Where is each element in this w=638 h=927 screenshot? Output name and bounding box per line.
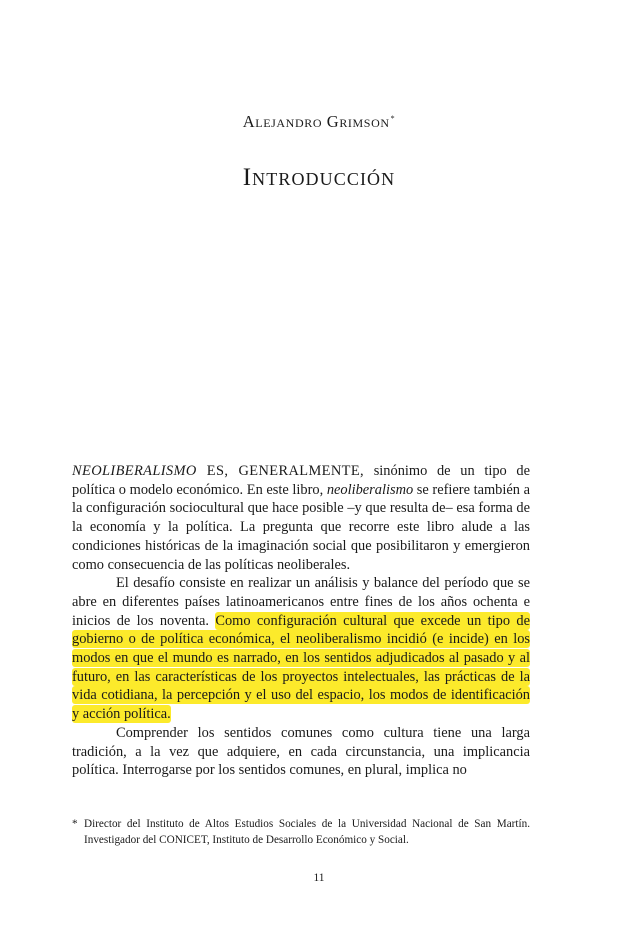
footnote-marker: * [72, 818, 78, 830]
paragraph-1 [72, 462, 530, 574]
lead-words-caps: ES, GENERALMENTE, [196, 463, 365, 479]
emphasis-term: neoliberalismo [326, 481, 414, 498]
paragraph-3-text: Comprender los sentidos comunes como cultura tiene una larga tradición, a la vez que adquiere, en cada circunstancia, una implicancia política. Interrogarse por los sentidos comunes, en plural, implica no [72, 724, 530, 779]
paragraph-1-text-a: sinónimo de un tipo de política o modelo económico. En este libro, [72, 463, 530, 498]
footnote-text: Director del Instituto de Altos Estudios Sociales de la Universidad Nacional de San Martín. Investigador del CONICET, Instituto de Desarrollo Económico y Social. [84, 818, 530, 846]
author-name: Alejandro Grimson [242, 112, 390, 131]
body-text [72, 462, 530, 780]
footnote [72, 816, 530, 848]
lead-word-italic: NEOLIBERALISMO [72, 463, 197, 479]
paragraph-1-text-b: se refiere también a la configuración sociocultural que hace posible –y que resulta de– esa forma de la economía y la política. La pregunta que recorre este libro alude a las condiciones históricas de la imaginación social que posibilitaron y emergieron como consecuencia de las políticas neoliberales. [72, 481, 530, 573]
chapter-author [0, 112, 638, 132]
highlighted-passage: Como configuración cultural que excede un tipo de gobierno o de política económica, el neoliberalismo incidió (e incide) en los modos en que el mundo es narrado, en los sentidos adjudicados al pasado y al futuro, en las características de los proyectos intelectuales, las prácticas de la vida cotidiana, la percepción y el uso del espacio, los modos de identificación y acción política. [72, 612, 530, 723]
paragraph-2-text: El desafío consiste en realizar un análisis y balance del período que se abre en diferentes países latinoamericanos entre fines de los años ochenta e inicios de los noventa. [72, 575, 530, 629]
paragraph-2 [72, 574, 530, 724]
paragraph-3 [72, 724, 530, 780]
chapter-title: Introducción [242, 164, 396, 191]
author-footnote-marker: * [390, 113, 396, 123]
page-number: 11 [313, 872, 325, 884]
